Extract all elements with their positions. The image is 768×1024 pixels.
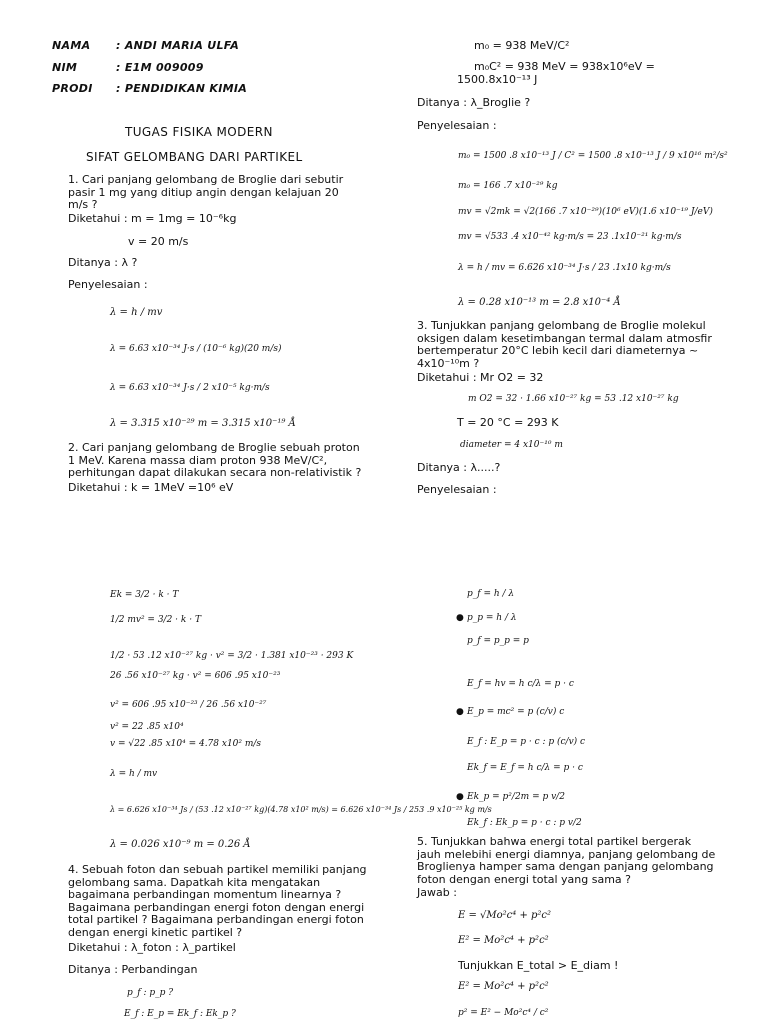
- q3-temperature: T = 20 °C = 293 K: [457, 416, 559, 429]
- q3-eq4: 26 .56 x10⁻²⁷ kg · v² = 606 .95 x10⁻²³: [110, 671, 281, 681]
- q5-eq3: E² = Mo²c⁴ + p²c²: [458, 981, 549, 992]
- q1-diketahui-m: Diketahui : m = 1mg = 10⁻⁶kg: [68, 212, 237, 225]
- q4-ask1: p_f : p_p ?: [127, 988, 174, 998]
- q4-eq2: p_p = h / λ: [467, 613, 517, 623]
- prodi-label: PRODI: [52, 82, 93, 95]
- q4-eq7: Ek_f = E_f = h c/λ = p · c: [467, 763, 583, 773]
- q3-eq2: 1/2 mv² = 3/2 · k · T: [110, 615, 201, 625]
- q3-diketahui: Diketahui : Mr O2 = 32: [417, 371, 544, 384]
- q1-diketahui-v: v = 20 m/s: [128, 235, 189, 248]
- page-subtitle: SIFAT GELOMBANG DARI PARTIKEL: [86, 150, 303, 164]
- q3-mo2: m O2 = 32 · 1.66 x10⁻²⁷ kg = 53 .12 x10⁻²⁷ kg: [468, 394, 679, 404]
- q3-eq10: λ = 0.026 x10⁻⁹ m = 0.26 Å: [110, 839, 251, 850]
- q3-eq3: 1/2 · 53 .12 x10⁻²⁷ kg · v² = 3/2 · 1.381 x10⁻²³ · 293 K: [110, 651, 354, 661]
- nama-label: NAMA: [52, 39, 91, 52]
- q4-eq4: E_f = hv = h c/λ = p · c: [467, 679, 574, 689]
- q1-eq2: λ = 6.63 x10⁻³⁴ J·s / (10⁻⁶ kg)(20 m/s): [110, 344, 282, 354]
- q1-question: 1. Cari panjang gelombang de Broglie dari sebutir pasir 1 mg yang ditiup angin dengan kelajuan 20 m/s ?: [68, 173, 344, 211]
- q5-eq4: p² = E² − Mo²c⁴ / c²: [458, 1008, 549, 1018]
- nim-label: NIM: [52, 61, 78, 74]
- nama-value: : ANDI MARIA ULFA: [116, 39, 240, 52]
- q4-diketahui: Diketahui : λ_foton : λ_partikel: [68, 941, 236, 954]
- prodi-value: : PENDIDIKAN KIMIA: [116, 82, 248, 95]
- q4-eq9: Ek_f : Ek_p = p · c : p v/2: [467, 818, 582, 828]
- q3-eq1: Ek = 3/2 · k · T: [110, 590, 179, 600]
- q3-diameter: diameter = 4 x10⁻¹⁰ m: [460, 440, 563, 450]
- q2-eq2: m₀ = 166 .7 x10⁻²⁹ kg: [458, 181, 558, 191]
- q3-eq9: λ = 6.626 x10⁻³⁴ Js / (53 .12 x10⁻²⁷ kg)(4.78 x10² m/s) = 6.626 x10⁻³⁴ Js / 253 .9 x10⁻²⁵ kg m/s: [110, 805, 492, 814]
- q4-eq5: E_p = mc² = p (c/v) c: [467, 707, 565, 717]
- q2-question: 2. Cari panjang gelombang de Broglie sebuah proton 1 MeV. Karena massa diam proton 938 MeV/C², perhitungan dapat dilakukan secara non-relativistik ?: [68, 441, 362, 479]
- q2-m0: m₀ = 938 MeV/C²: [474, 39, 570, 52]
- q5-tunjukkan: Tunjukkan E_total > E_diam !: [458, 959, 619, 972]
- q2-ditanya: Ditanya : λ_Broglie ?: [417, 96, 531, 109]
- q4-eq6: E_f : E_p = p · c : p (c/v) c: [467, 737, 586, 747]
- bullet-icon: ●: [456, 707, 464, 717]
- q2-eq1: m₀ = 1500 .8 x10⁻¹³ J / C² = 1500 .8 x10⁻¹³ J / 9 x10¹⁶ m²/s²: [458, 151, 728, 161]
- q4-eq1: p_f = h / λ: [467, 589, 515, 599]
- q2-eq4: mv = √533 .4 x10⁻⁴² kg·m/s = 23 .1x10⁻²¹ kg·m/s: [458, 232, 682, 242]
- q3-question: 3. Tunjukkan panjang gelombang de Broglie molekul oksigen dalam kesetimbangan termal dalam atmosfir bertemperatur 20°C lebih kecil dari diameternya ~ 4x10⁻¹⁰m ?: [417, 319, 712, 370]
- q4-eq8: Ek_p = p²/2m = p v/2: [467, 792, 565, 802]
- bullet-icon: ●: [456, 792, 464, 802]
- bullet-icon: ●: [456, 613, 464, 623]
- page-title: TUGAS FISIKA MODERN: [125, 125, 273, 139]
- q3-eq5: v² = 606 .95 x10⁻²³ / 26 .56 x10⁻²⁷: [110, 700, 267, 710]
- q1-eq4: λ = 3.315 x10⁻²⁹ m = 3.315 x10⁻¹⁹ Å: [110, 418, 296, 429]
- q1-penyelesaian: Penyelesaian :: [68, 278, 148, 291]
- q2-eq5: λ = h / mv = 6.626 x10⁻³⁴ J·s / 23 .1x10 kg·m/s: [458, 263, 671, 273]
- q3-eq6: v² = 22 .85 x10⁴: [110, 722, 184, 732]
- q2-eq6: λ = 0.28 x10⁻¹³ m = 2.8 x10⁻⁴ Å: [458, 297, 621, 308]
- q4-ask2: E_f : E_p = Ek_f : Ek_p ?: [124, 1009, 236, 1019]
- q1-ditanya: Ditanya : λ ?: [68, 256, 138, 269]
- q5-eq2: E² = Mo²c⁴ + p²c²: [458, 935, 549, 946]
- q5-jawab: Jawab :: [417, 886, 457, 899]
- q3-eq7: v = √22 .85 x10⁴ = 4.78 x10² m/s: [110, 739, 262, 749]
- q2-diketahui: Diketahui : k = 1MeV =10⁶ eV: [68, 481, 234, 494]
- q4-question: 4. Sebuah foton dan sebuah partikel memiliki panjang gelombang sama. Dapatkah kita mengatakan bagaimana perbandingan momentum linearnya ? Bagaimana perbandingan energi foton dengan energi total partikel ? Bagaimana perbandingan energi foton dengan energi kinetic partikel ?: [68, 863, 367, 939]
- q1-eq1: λ = h / mv: [110, 307, 163, 318]
- q3-penyelesaian: Penyelesaian :: [417, 483, 497, 496]
- q5-eq1: E = √Mo²c⁴ + p²c²: [458, 910, 552, 921]
- q2-m0c2: m₀C² = 938 MeV = 938x10⁶eV = 1500.8x10⁻¹³ J: [457, 60, 655, 86]
- q2-eq3: mv = √2mk = √2(166 .7 x10⁻²⁹)(10⁶ eV)(1.6 x10⁻¹⁹ J/eV): [458, 207, 713, 217]
- q5-question: 5. Tunjukkan bahwa energi total partikel bergerak jauh melebihi energi diamnya, panjang gelombang de Broglienya hamper sama dengan panjang gelombang foton dengan energi total yang sama ?: [417, 835, 716, 886]
- q4-ditanya: Ditanya : Perbandingan: [68, 963, 198, 976]
- q2-penyelesaian: Penyelesaian :: [417, 119, 497, 132]
- q3-eq8: λ = h / mv: [110, 769, 158, 779]
- nim-value: : E1M 009009: [116, 61, 204, 74]
- q4-eq3: p_f = p_p = p: [467, 636, 529, 646]
- q1-eq3: λ = 6.63 x10⁻³⁴ J·s / 2 x10⁻⁵ kg·m/s: [110, 383, 270, 393]
- q3-ditanya: Ditanya : λ.....?: [417, 461, 501, 474]
